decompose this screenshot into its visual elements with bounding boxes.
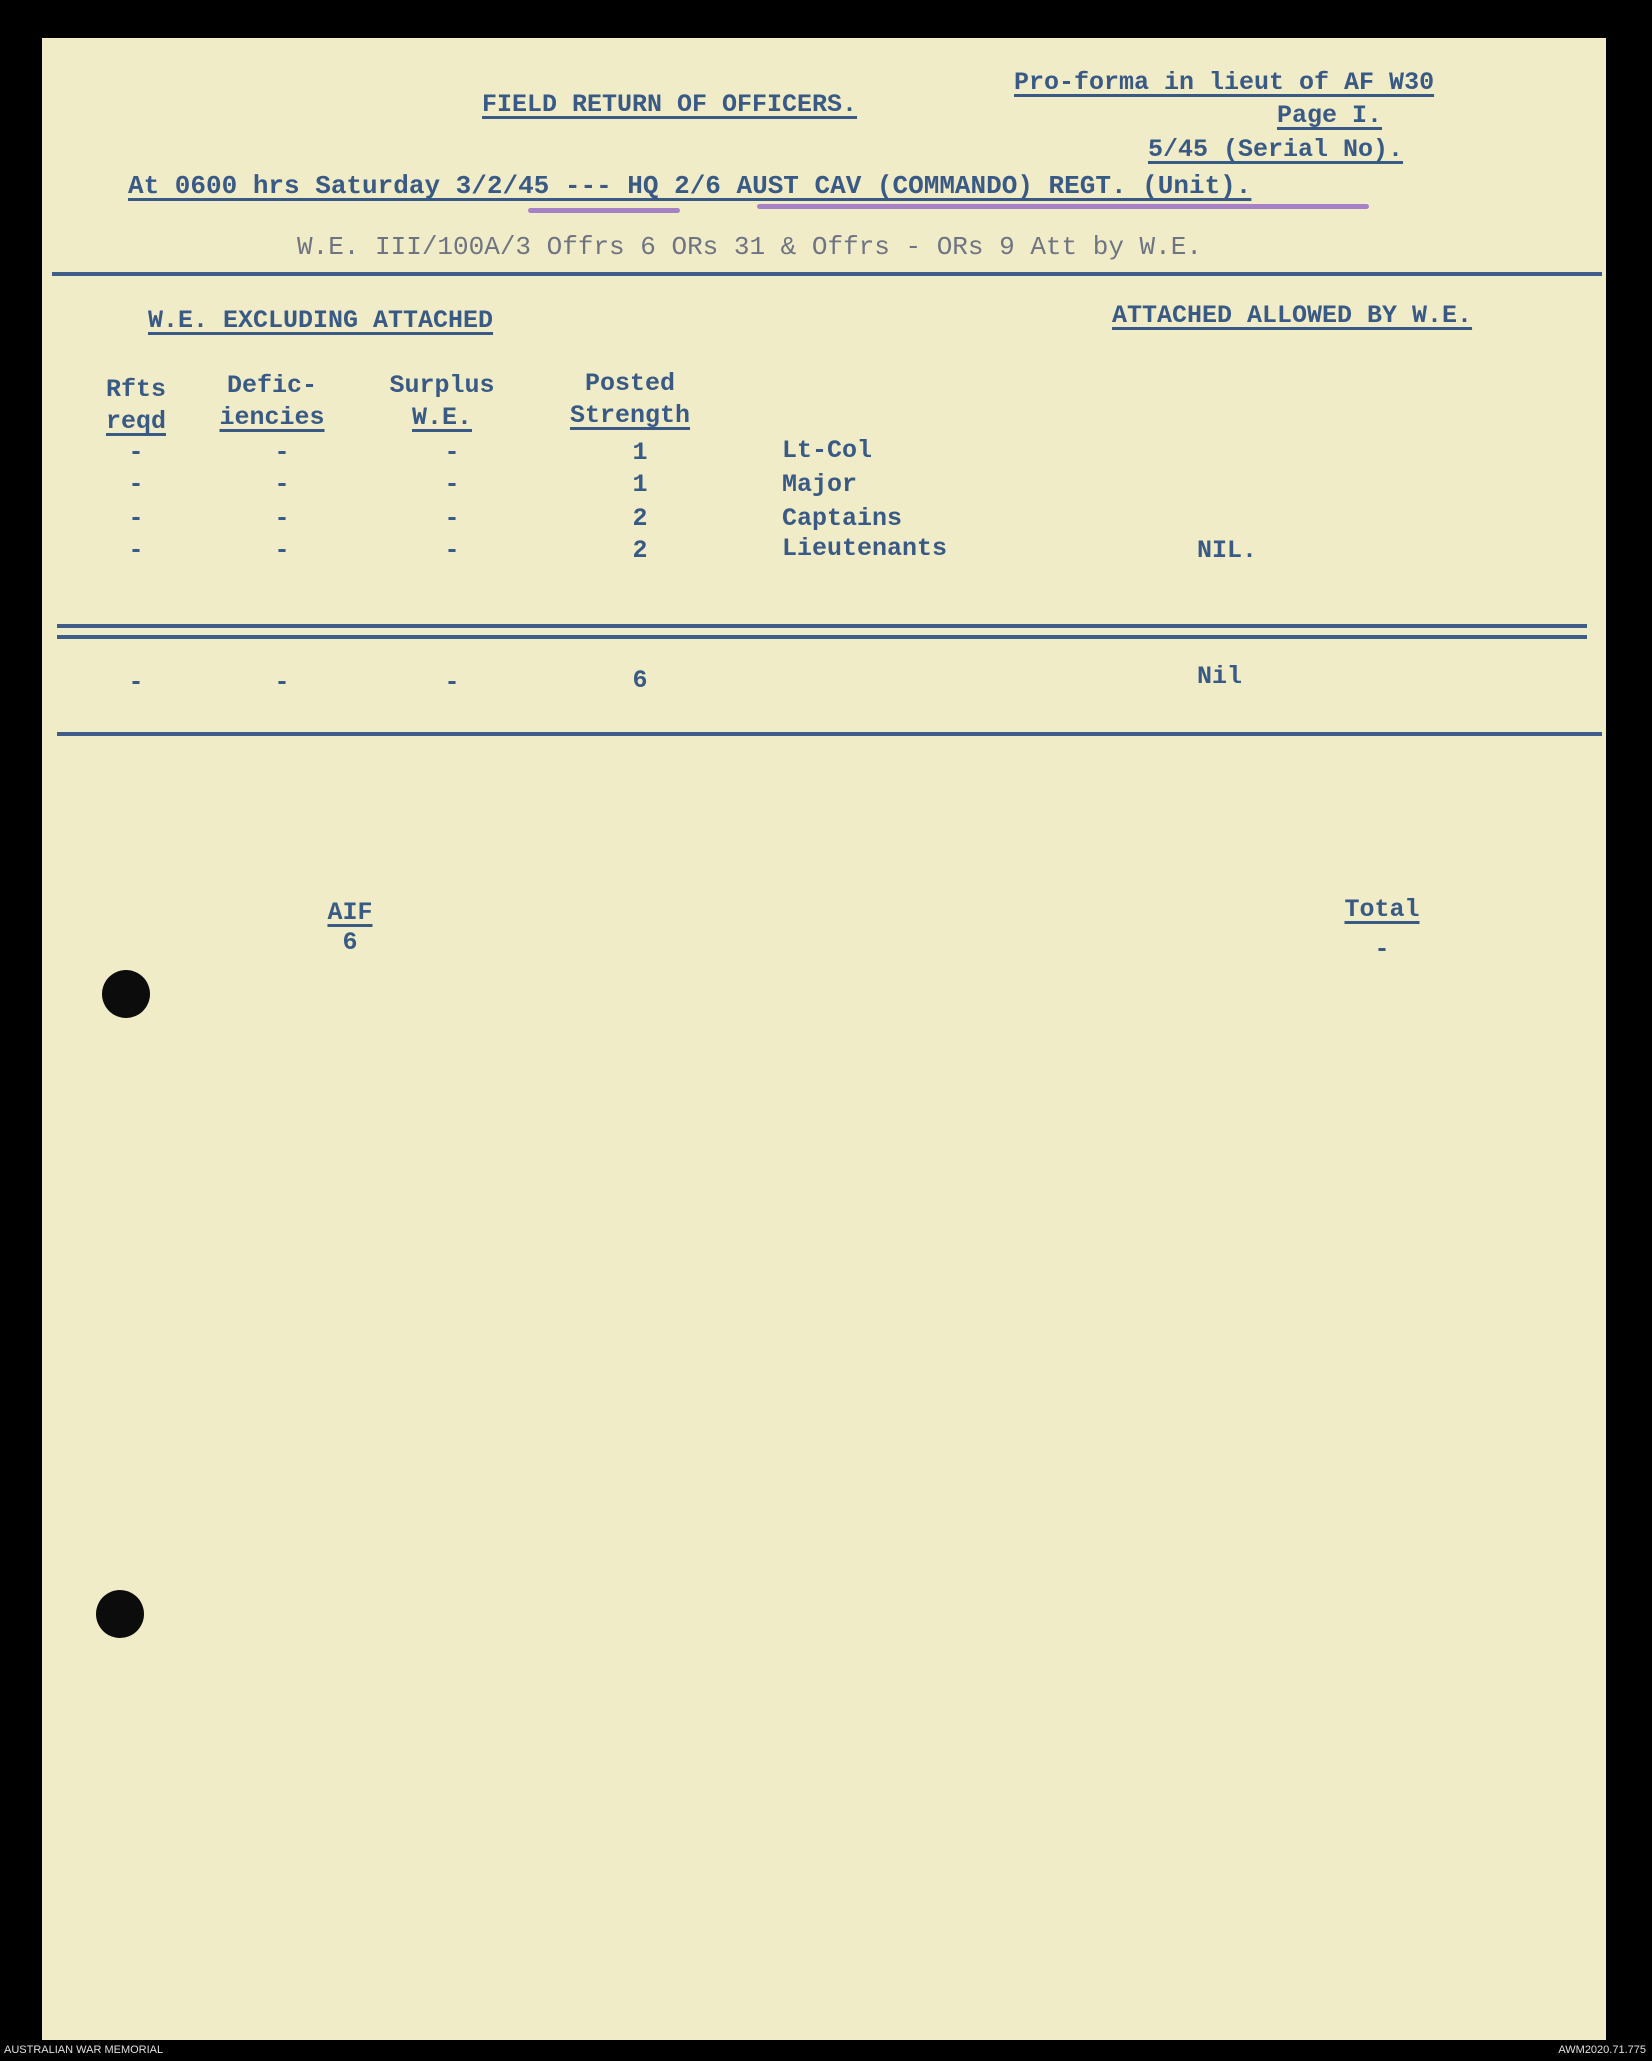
totals-top-rule [57,624,1587,628]
total-attached: Nil [1197,662,1243,691]
section-attached-allowed: ATTACHED ALLOWED BY W.E. [1112,301,1473,330]
deficiencies-cell: - [274,470,290,499]
document-title: FIELD RETURN OF OFFICERS. [482,90,858,119]
rank-cell: Captains [782,504,903,533]
unit-line: At 0600 hrs Saturday 3/2/45 --- HQ 2/6 AUST CAV (COMMANDO) REGT. (Unit). [128,171,1252,201]
rfts-cell: - [128,470,144,499]
surplus-cell: - [444,470,460,499]
serial-number: 5/45 (Serial No). [1148,135,1404,164]
total-rfts: - [128,668,144,697]
col-header-surplus: Surplus W.E. [389,371,495,432]
section-we-excluding-attached: W.E. EXCLUDING ATTACHED [148,306,494,335]
surplus-cell: - [444,438,460,467]
aif-summary: AIF 6 [327,898,373,957]
deficiencies-cell: - [274,504,290,533]
attached-value: NIL. [1197,536,1258,565]
punch-hole-upper [102,970,150,1018]
totals-top-rule-2 [57,635,1587,639]
we-establishment-line: W.E. III/100A/3 Offrs 6 ORs 31 & Offrs - ORs 9 Att by W.E. [297,232,1202,262]
proforma-note: Pro-forma in lieut of AF W30 [1014,68,1435,97]
deficiencies-cell: - [274,438,290,467]
header-rule [52,272,1602,276]
document-page [42,38,1606,2040]
date-highlight [528,208,680,213]
surplus-cell: - [444,504,460,533]
total-deficiencies: - [274,668,290,697]
page-number: Page I. [1277,101,1383,130]
rfts-cell: - [128,536,144,565]
col-header-deficiencies: Defic- iencies [219,371,325,432]
posted-cell: 1 [632,470,648,499]
totals-bottom-rule [57,732,1602,736]
rank-cell: Lt-Col [782,436,873,465]
rank-cell: Lieutenants [782,534,948,563]
footer-accession: AWM2020.71.775 [1558,2044,1646,2056]
unit-highlight [757,204,1369,209]
total-summary: Total - [1344,895,1420,964]
posted-cell: 2 [632,536,648,565]
rfts-cell: - [128,504,144,533]
total-surplus: - [444,668,460,697]
col-header-posted-strength: Posted Strength [569,369,691,430]
deficiencies-cell: - [274,536,290,565]
total-posted: 6 [632,666,648,695]
col-header-rfts: Rfts reqd [105,375,166,436]
footer-credit: AUSTRALIAN WAR MEMORIAL [4,2044,164,2056]
punch-hole-lower [96,1590,144,1638]
surplus-cell: - [444,536,460,565]
posted-cell: 1 [632,438,648,467]
rank-cell: Major [782,470,858,499]
posted-cell: 2 [632,504,648,533]
rfts-cell: - [128,438,144,467]
